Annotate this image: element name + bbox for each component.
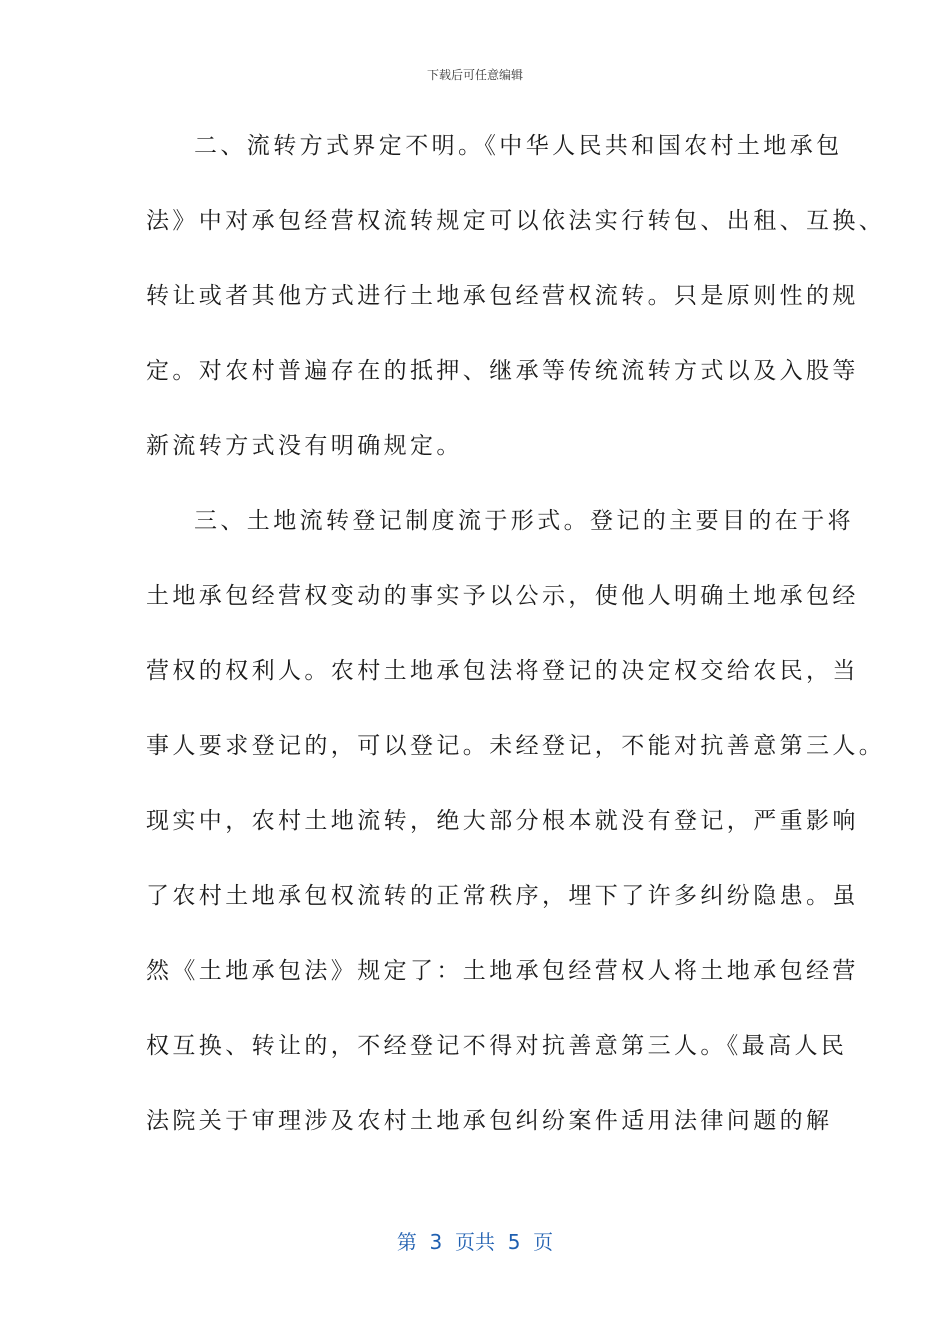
page-header-note: 下载后可任意编辑 bbox=[426, 68, 523, 82]
document-body bbox=[146, 124, 886, 1174]
paragraph-line: 三、土地流转登记制度流于形式。登记的主要目的在于将 bbox=[194, 508, 854, 534]
paragraph-line: 了农村土地承包权流转的正常秩序，埋下了许多纠纷隐患。虽 bbox=[146, 883, 859, 909]
paragraph-line: 权互换、转让的，不经登记不得对抗善意第三人。《最高人民 bbox=[146, 1033, 848, 1059]
paragraph-line: 现实中，农村土地流转，绝大部分根本就没有登记，严重影响 bbox=[146, 808, 859, 834]
paragraph-line: 土地承包经营权变动的事实予以公示，使他人明确土地承包经 bbox=[146, 583, 859, 609]
paragraph-line: 法院关于审理涉及农村土地承包纠纷案件适用法律问题的解 bbox=[146, 1108, 833, 1134]
paragraph-line: 新流转方式没有明确规定。 bbox=[146, 433, 463, 459]
paragraph-line: 定。对农村普遍存在的抵押、继承等传统流转方式以及入股等 bbox=[146, 358, 859, 384]
paragraph-line: 营权的权利人。农村土地承包法将登记的决定权交给农民，当 bbox=[146, 658, 859, 684]
paragraph-line: 转让或者其他方式进行土地承包经营权流转。只是原则性的规 bbox=[146, 283, 859, 309]
page-number-footer: 第 3 页共 5 页 bbox=[396, 1230, 554, 1254]
paragraph-line: 然《土地承包法》规定了：土地承包经营权人将土地承包经营 bbox=[146, 958, 859, 984]
paragraph-line: 事人要求登记的，可以登记。未经登记，不能对抗善意第三人。 bbox=[146, 733, 886, 759]
paragraph-line: 二、流转方式界定不明。《中华人民共和国农村土地承包 bbox=[194, 133, 843, 159]
paragraph-line: 法》中对承包经营权流转规定可以依法实行转包、出租、互换、 bbox=[146, 208, 886, 234]
